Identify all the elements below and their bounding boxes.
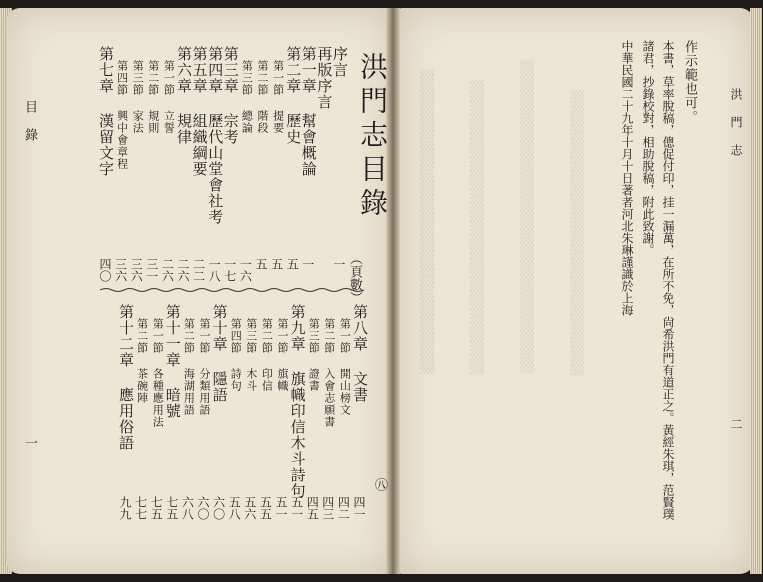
toc-entry-page-number: 五一 (289, 496, 304, 520)
toc-entry-page-number: 五一 (274, 496, 288, 520)
toc-entry-page-number: 五 (254, 258, 268, 270)
toc-entry-page-number: 一八 (207, 258, 222, 282)
toc-entry-page-number: 四一 (352, 496, 366, 520)
page-mark-right: ㊇ (372, 478, 387, 491)
toc-entry-page-number: 六〇 (211, 496, 226, 520)
toc-entry-label: 第七章 漢留文字 (97, 46, 115, 177)
running-header: 洪 門 志 (729, 88, 743, 157)
toc-entry-page-number: 六〇 (196, 496, 210, 520)
toc-entry-label: 第三節 木斗 (244, 318, 258, 392)
toc-entry-page-number: 五六 (242, 496, 257, 520)
toc-entry-page-number: 三六 (113, 258, 128, 282)
toc-entry-label: 第一節 提要 (271, 60, 285, 134)
toc-entry-label: 第一節 開山榜文 (338, 318, 352, 416)
toc-entry-page-number: 五八 (227, 496, 242, 520)
toc-entry-label: 第一節 立誓 (162, 60, 176, 134)
toc-entry-page-number: 一 (332, 258, 346, 270)
toc-entry-label: 第一節 各種應用法 (151, 318, 165, 428)
toc-entry-label: 第三章 宗考 (221, 46, 240, 145)
toc-divider (100, 287, 366, 293)
toc-entry-label: 第六章 規律 (175, 46, 193, 145)
toc-footer-number: 一 (22, 436, 37, 449)
bleed-through-text: ░░░░░░░░░░░░░░░░░░░░░░░░░░░░░░░░░░ (520, 60, 534, 374)
toc-entry-label: 第三節 證書 (307, 318, 321, 392)
toc-entry-label: 第三節 家法 (131, 60, 145, 134)
toc-entry-page-number: 七七 (133, 496, 148, 520)
toc-entry-page-number: 七五 (164, 496, 179, 520)
toc-entry-label: 第十章 隱語 (210, 304, 229, 403)
toc-entry-label: 第四節 興中會章程 (115, 60, 129, 170)
toc-entry-label: 第五章 組織綱要 (190, 46, 209, 177)
toc-entry-page-number: 四二 (336, 496, 351, 520)
toc-entry-label: 第二章 歷史 (284, 46, 303, 145)
toc-entry-page-number: 七五 (149, 496, 164, 520)
toc-entry-page-number: 四三 (320, 496, 335, 520)
toc-entry-label: 第一節 分類用語 (198, 318, 211, 416)
toc-entry-page-number: 三六 (129, 258, 144, 282)
toc-entry-label: 第一節 旗幟 (276, 318, 289, 392)
body-line-1: 作示範也可。 (682, 40, 697, 124)
right-page-number: 二 (729, 418, 743, 431)
toc-entry-page-number: 五五 (258, 496, 273, 520)
toc-entry-page-number: 三一 (144, 258, 159, 282)
body-line-3: 諸君，抄錄校對，相助脫稿，附此致謝。 (641, 40, 655, 256)
bleed-through-text: ░░░░░░░░░░░░░░░░░░░░░░░░░░░░░░░░░ (420, 70, 434, 375)
toc-entry-page-number: 五 (269, 258, 284, 270)
toc-entry-label: 第四章 歷代山堂會社考 (206, 46, 225, 225)
toc-entry-page-number: 二六 (176, 258, 190, 282)
toc-entry-label: 第二節 入會志願書 (322, 318, 336, 428)
toc-entry-page-number: 一七 (222, 258, 237, 282)
toc-entry-label: 第十二章 應用俗語 (117, 304, 135, 451)
toc-entry-page-number: 九九 (118, 496, 132, 520)
toc-entry-label: 序言 (331, 46, 349, 78)
toc-entry-page-number: 四五 (305, 496, 320, 520)
toc-entry-label: 第二節 階段 (256, 60, 269, 134)
toc-entry-page-number: 五 (285, 258, 300, 270)
toc-footer-label: 目 錄 (22, 100, 37, 141)
toc-entry-label: 再版序言 (315, 46, 334, 110)
toc-entry-label: 第十一章 暗號 (163, 304, 182, 419)
body-line-4: 中華民國二十九年十月十日著者河北朱琳謹識於上海 (620, 40, 634, 316)
toc-entry-label: 第八章 文書 (351, 304, 369, 403)
toc-entry-label: 第三節 總論 (240, 60, 254, 134)
body-line-2: 本書，草率脫稿，傯促付印，挂一漏萬，在所不免，尙希洪門有道正之。黃經朱琪，范賢璞 (661, 40, 675, 520)
toc-entry-page-number: 四〇 (98, 258, 112, 282)
toc-entry-page-number: 一六 (238, 258, 253, 282)
toc-entry-label: 第一章 幫會概論 (299, 46, 318, 177)
right-page-edges (750, 8, 762, 574)
bleed-through-text: ░░░░░░░░░░░░░░░░░░░░░░░░░░░░░░░░ (470, 80, 484, 376)
toc-entry-page-number: 二六 (160, 258, 175, 282)
toc-entry-label: 第四節 詩句 (229, 318, 243, 392)
toc-entry-label: 第二節 印信 (260, 318, 274, 392)
page-marker: （頁數） (347, 252, 362, 304)
toc-entry-label: 第二節 海湖用語 (182, 318, 196, 416)
toc-title: 洪門志目錄 (356, 52, 389, 222)
toc-entry-page-number: 二二 (191, 258, 206, 282)
toc-entry-page-number: 一 (300, 258, 315, 270)
toc-entry-page-number: 六八 (180, 496, 195, 520)
bleed-through-text: ░░░░░░░░░░░░░░░░░░░░░░░░░░░░░░░ (570, 90, 584, 377)
toc-entry-label: 第九章 旗幟印信木斗詩句 (288, 304, 307, 499)
toc-entry-label: 第二節 規則 (146, 60, 160, 134)
toc-entry-label: 第二節 茶碗陣 (135, 318, 149, 404)
